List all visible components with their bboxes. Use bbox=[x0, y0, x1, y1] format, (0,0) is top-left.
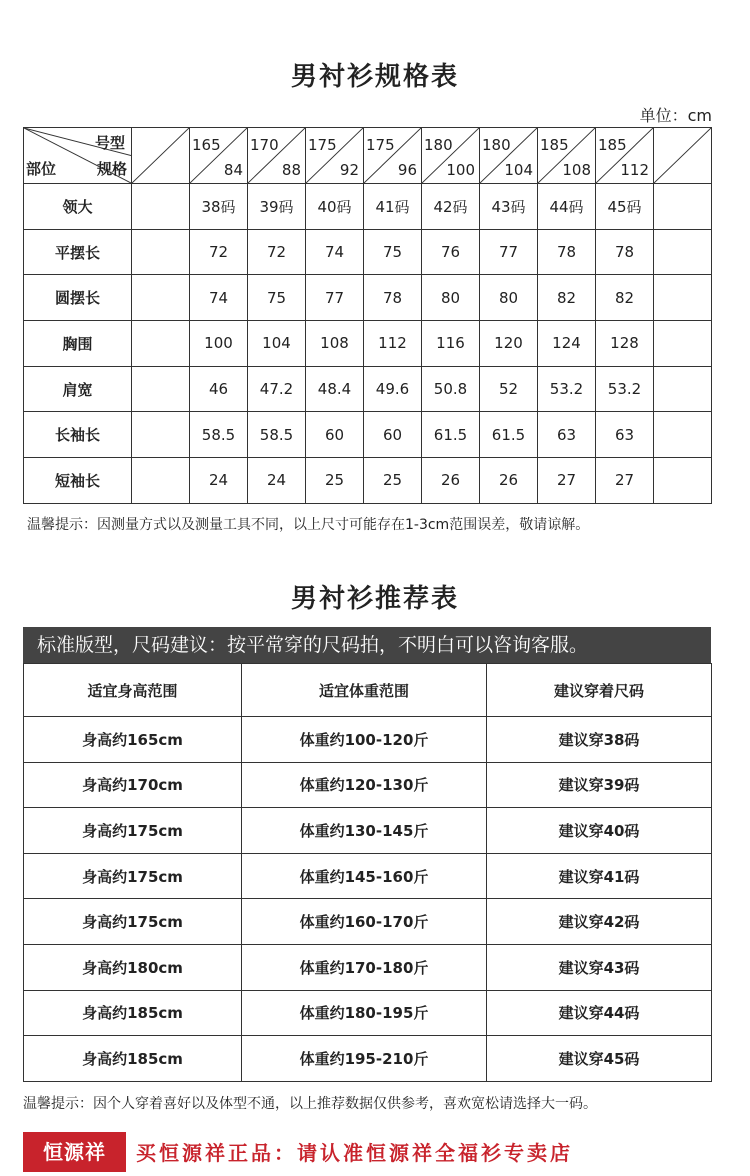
rec-cell: 建议穿45码 bbox=[487, 1036, 712, 1082]
rec-cell: 体重约160-170斤 bbox=[242, 899, 487, 945]
spec-row bbox=[24, 275, 712, 321]
blank-diag-cell bbox=[132, 128, 190, 184]
spec-value-cell: 49.6 bbox=[364, 366, 422, 412]
rec-header-row bbox=[24, 664, 712, 717]
spec-value-cell: 60 bbox=[306, 412, 364, 458]
brand-logo: 恒源祥 bbox=[23, 1132, 126, 1172]
spec-value-cell: 82 bbox=[596, 275, 654, 321]
rec-header-cell: 适宜身高范围 bbox=[24, 664, 242, 717]
spec-empty-cell bbox=[132, 321, 190, 367]
spec-value-cell: 60 bbox=[364, 412, 422, 458]
spec-row bbox=[24, 184, 712, 230]
spec-value-cell: 41码 bbox=[364, 184, 422, 230]
rec-row bbox=[24, 1036, 712, 1082]
spec-row-label: 肩宽 bbox=[24, 366, 132, 412]
rec-cell: 身高约175cm bbox=[24, 853, 242, 899]
spec-value-cell: 104 bbox=[248, 321, 306, 367]
spec-value-cell: 61.5 bbox=[422, 412, 480, 458]
rec-cell: 身高约175cm bbox=[24, 899, 242, 945]
size-height: 180 bbox=[424, 136, 453, 154]
spec-value-cell: 75 bbox=[248, 275, 306, 321]
spec-value-cell: 27 bbox=[538, 458, 596, 504]
spec-value-cell: 50.8 bbox=[422, 366, 480, 412]
size-height: 180 bbox=[482, 136, 511, 154]
size-chest: 84 bbox=[223, 161, 243, 179]
size-header-cell bbox=[190, 128, 248, 184]
size-height: 175 bbox=[308, 136, 337, 154]
spec-value-cell: 53.2 bbox=[596, 366, 654, 412]
rec-cell: 体重约120-130斤 bbox=[242, 762, 487, 808]
spec-value-cell: 42码 bbox=[422, 184, 480, 230]
spec-row-label: 短袖长 bbox=[24, 458, 132, 504]
spec-value-cell: 100 bbox=[190, 321, 248, 367]
spec-value-cell: 80 bbox=[480, 275, 538, 321]
rec-cell: 身高约185cm bbox=[24, 1036, 242, 1082]
spec-empty-cell bbox=[132, 275, 190, 321]
recommend-banner: 标准版型，尺码建议：按平常穿的尺码拍，不明白可以咨询客服。 bbox=[23, 627, 711, 663]
spec-value-cell: 27 bbox=[596, 458, 654, 504]
spec-value-cell: 24 bbox=[248, 458, 306, 504]
unit-label: 单位：cm bbox=[639, 106, 712, 125]
rec-cell: 体重约195-210斤 bbox=[242, 1036, 487, 1082]
size-height: 185 bbox=[598, 136, 627, 154]
part-label: 部位 bbox=[26, 160, 57, 178]
rec-row bbox=[24, 899, 712, 945]
spec-value-cell: 124 bbox=[538, 321, 596, 367]
rec-row bbox=[24, 762, 712, 808]
type-label: 号型 bbox=[94, 134, 125, 152]
spec-value-cell: 74 bbox=[306, 229, 364, 275]
spec-value-cell: 24 bbox=[190, 458, 248, 504]
spec-empty-cell bbox=[654, 229, 712, 275]
size-header-cell bbox=[480, 128, 538, 184]
spec-value-cell: 58.5 bbox=[190, 412, 248, 458]
spec-value-cell: 25 bbox=[306, 458, 364, 504]
rec-header-cell: 适宜体重范围 bbox=[242, 664, 487, 717]
spec-empty-cell bbox=[654, 412, 712, 458]
spec-empty-cell bbox=[654, 366, 712, 412]
spec-value-cell: 120 bbox=[480, 321, 538, 367]
size-height: 185 bbox=[540, 136, 569, 154]
size-height: 170 bbox=[250, 136, 279, 154]
spec-value-cell: 72 bbox=[190, 229, 248, 275]
spec-value-cell: 40码 bbox=[306, 184, 364, 230]
rec-cell: 建议穿42码 bbox=[487, 899, 712, 945]
rec-row bbox=[24, 717, 712, 763]
size-height: 165 bbox=[192, 136, 221, 154]
blank-diag-cell bbox=[654, 128, 712, 184]
size-chest: 108 bbox=[562, 161, 591, 179]
spec-value-cell: 108 bbox=[306, 321, 364, 367]
size-header-cell bbox=[538, 128, 596, 184]
size-chest: 104 bbox=[504, 161, 533, 179]
rec-cell: 建议穿38码 bbox=[487, 717, 712, 763]
spec-value-cell: 78 bbox=[364, 275, 422, 321]
rec-cell: 体重约130-145斤 bbox=[242, 808, 487, 854]
spec-value-cell: 63 bbox=[596, 412, 654, 458]
spec-value-cell: 77 bbox=[480, 229, 538, 275]
brand-slogan: 买恒源祥正品：请认准恒源祥全福衫专卖店 bbox=[136, 1141, 573, 1165]
rec-cell: 身高约185cm bbox=[24, 990, 242, 1036]
spec-header-row bbox=[24, 128, 712, 184]
rec-row bbox=[24, 990, 712, 1036]
rec-row bbox=[24, 944, 712, 990]
size-header-cell bbox=[364, 128, 422, 184]
spec-value-cell: 116 bbox=[422, 321, 480, 367]
spec-row bbox=[24, 412, 712, 458]
spec-value-cell: 26 bbox=[422, 458, 480, 504]
recommend-table bbox=[23, 663, 712, 1082]
spec-table bbox=[23, 127, 712, 504]
spec-empty-cell bbox=[654, 184, 712, 230]
spec-value-cell: 80 bbox=[422, 275, 480, 321]
rec-cell: 体重约100-120斤 bbox=[242, 717, 487, 763]
spec-value-cell: 63 bbox=[538, 412, 596, 458]
rec-cell: 建议穿41码 bbox=[487, 853, 712, 899]
spec-value-cell: 112 bbox=[364, 321, 422, 367]
rec-row bbox=[24, 853, 712, 899]
spec-value-cell: 45码 bbox=[596, 184, 654, 230]
spec-empty-cell bbox=[132, 412, 190, 458]
footer bbox=[0, 1129, 750, 1176]
spec-row-label: 圆摆长 bbox=[24, 275, 132, 321]
rec-table-title: 男衬衫推荐表 bbox=[290, 584, 459, 614]
size-chest: 96 bbox=[397, 161, 417, 179]
spec-row bbox=[24, 366, 712, 412]
spec-value-cell: 78 bbox=[596, 229, 654, 275]
spec-value-cell: 76 bbox=[422, 229, 480, 275]
spec-row bbox=[24, 321, 712, 367]
spec-empty-cell bbox=[132, 458, 190, 504]
spec-value-cell: 74 bbox=[190, 275, 248, 321]
size-chest: 100 bbox=[446, 161, 475, 179]
rec-cell: 身高约175cm bbox=[24, 808, 242, 854]
spec-value-cell: 44码 bbox=[538, 184, 596, 230]
size-header-cell bbox=[422, 128, 480, 184]
rec-row bbox=[24, 808, 712, 854]
rec-header-cell: 建议穿着尺码 bbox=[487, 664, 712, 717]
spec-value-cell: 38码 bbox=[190, 184, 248, 230]
spec-label: 规格 bbox=[96, 160, 127, 178]
size-header-cell bbox=[596, 128, 654, 184]
rec-cell: 体重约180-195斤 bbox=[242, 990, 487, 1036]
rec-cell: 身高约170cm bbox=[24, 762, 242, 808]
rec-cell: 建议穿40码 bbox=[487, 808, 712, 854]
size-header-cell bbox=[248, 128, 306, 184]
spec-value-cell: 72 bbox=[248, 229, 306, 275]
spec-value-cell: 48.4 bbox=[306, 366, 364, 412]
spec-value-cell: 26 bbox=[480, 458, 538, 504]
rec-cell: 身高约165cm bbox=[24, 717, 242, 763]
size-header-cell bbox=[306, 128, 364, 184]
spec-empty-cell bbox=[654, 275, 712, 321]
rec-cell: 建议穿39码 bbox=[487, 762, 712, 808]
spec-empty-cell bbox=[132, 366, 190, 412]
rec-cell: 建议穿44码 bbox=[487, 990, 712, 1036]
diagonal-line-icon bbox=[132, 128, 189, 183]
spec-row-label: 长袖长 bbox=[24, 412, 132, 458]
spec-value-cell: 43码 bbox=[480, 184, 538, 230]
spec-table-title: 男衬衫规格表 bbox=[290, 62, 459, 92]
spec-value-cell: 25 bbox=[364, 458, 422, 504]
spec-value-cell: 82 bbox=[538, 275, 596, 321]
spec-note: 温馨提示：因测量方式以及测量工具不同，以上尺寸可能存在1-3cm范围误差，敬请谅解。 bbox=[27, 517, 590, 533]
diagonal-line-icon bbox=[654, 128, 711, 183]
spec-value-cell: 78 bbox=[538, 229, 596, 275]
rec-cell: 体重约170-180斤 bbox=[242, 944, 487, 990]
size-height: 175 bbox=[366, 136, 395, 154]
spec-row-label: 领大 bbox=[24, 184, 132, 230]
size-chest: 112 bbox=[620, 161, 649, 179]
spec-value-cell: 39码 bbox=[248, 184, 306, 230]
size-chest: 92 bbox=[339, 161, 359, 179]
spec-value-cell: 77 bbox=[306, 275, 364, 321]
spec-value-cell: 52 bbox=[480, 366, 538, 412]
spec-empty-cell bbox=[654, 458, 712, 504]
spec-empty-cell bbox=[132, 184, 190, 230]
spec-row bbox=[24, 458, 712, 504]
rec-note: 温馨提示：因个人穿着喜好以及体型不通，以上推荐数据仅供参考，喜欢宽松请选择大一码。 bbox=[23, 1096, 597, 1112]
spec-corner-cell bbox=[24, 128, 132, 184]
spec-value-cell: 53.2 bbox=[538, 366, 596, 412]
spec-empty-cell bbox=[654, 321, 712, 367]
spec-value-cell: 58.5 bbox=[248, 412, 306, 458]
spec-value-cell: 47.2 bbox=[248, 366, 306, 412]
spec-row-label: 平摆长 bbox=[24, 229, 132, 275]
spec-value-cell: 46 bbox=[190, 366, 248, 412]
size-chest: 88 bbox=[281, 161, 301, 179]
rec-cell: 身高约180cm bbox=[24, 944, 242, 990]
rec-cell: 体重约145-160斤 bbox=[242, 853, 487, 899]
spec-row bbox=[24, 229, 712, 275]
spec-value-cell: 128 bbox=[596, 321, 654, 367]
spec-row-label: 胸围 bbox=[24, 321, 132, 367]
spec-value-cell: 61.5 bbox=[480, 412, 538, 458]
spec-empty-cell bbox=[132, 229, 190, 275]
spec-value-cell: 75 bbox=[364, 229, 422, 275]
rec-cell: 建议穿43码 bbox=[487, 944, 712, 990]
